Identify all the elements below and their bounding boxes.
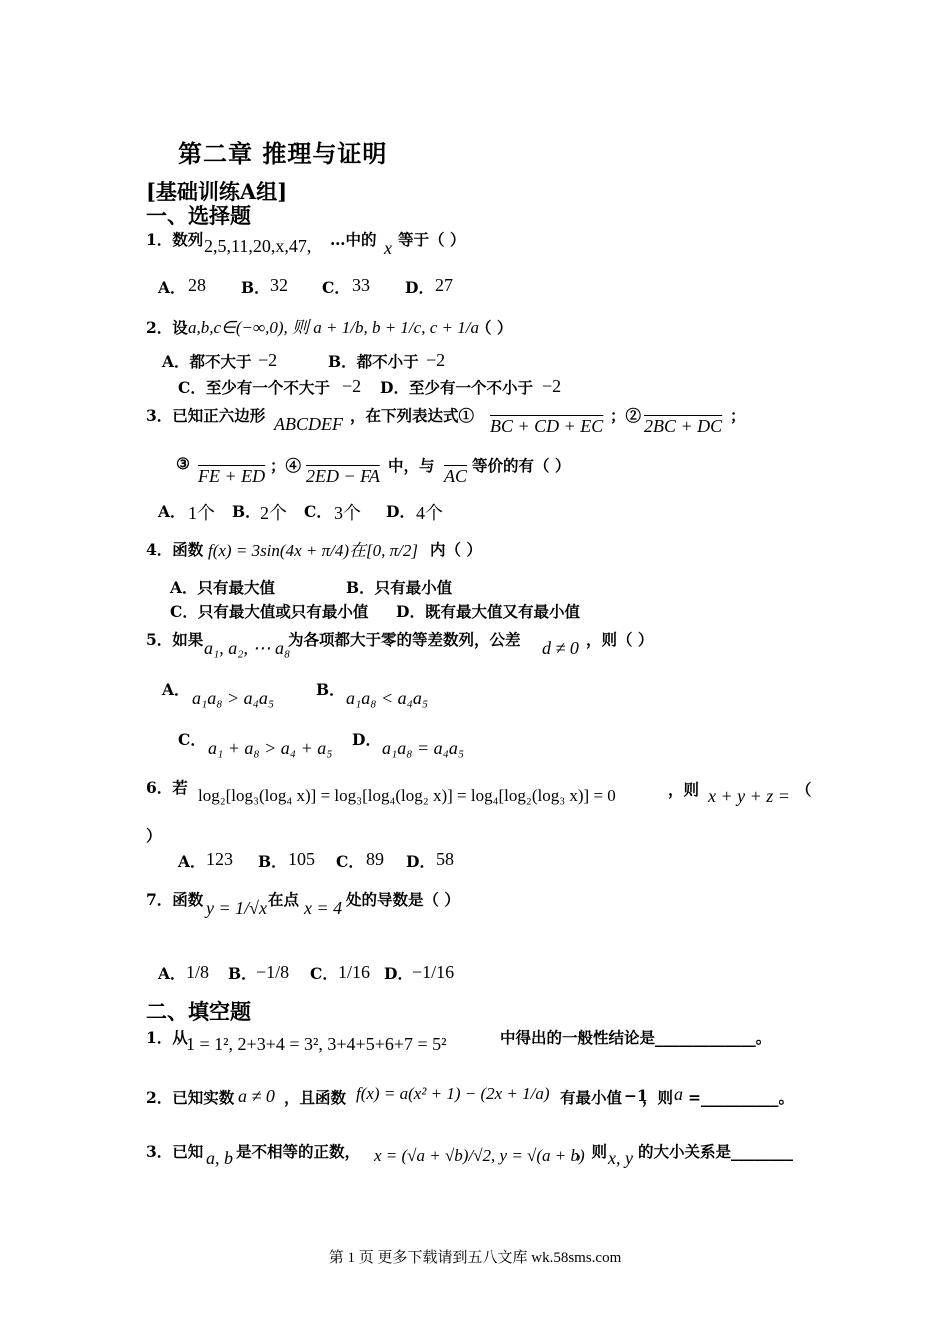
q3-opt-b-label: B． [232,502,261,521]
fill-q3-vars2: x, y [608,1148,633,1168]
q7-opt-c-value: 1/16 [338,962,371,982]
q3-hexagon: ABCDEF [274,414,343,434]
q3-target: $\overline{AC}$ [444,466,468,486]
q3-expr2: 2BC + DC [644,416,723,436]
q5-opt-b-label: B． [316,680,345,699]
q5-opt-b-value: a₁a₈ < a₄a₅ [346,688,429,708]
q1-opt-a-label: A． [158,278,186,297]
q3-expr1: BC + CD + EC [490,416,604,436]
q2-opt-d-value: −2 [542,376,562,396]
q6-close-paren: ） [146,826,162,845]
q1-opt-a-value: 28 [188,275,206,295]
q5-opt-d-value: a₁a₈ = a₄a₅ [382,738,465,758]
q7-mid: 在点 [268,890,300,909]
q1-opt-b-value: 32 [270,275,288,295]
fill-q3-mid: 是不相等的正数， [236,1142,361,1161]
q3-opt-d-label: D． [386,502,415,521]
fill-q2-mid2: 有最小值 [560,1088,623,1107]
q3-line2-tail: 等价的有（ ） [472,456,571,475]
fill-q3-tail: 的大小关系是________ [638,1142,794,1161]
q7-lead: 7．函数 [146,890,204,909]
q6-open-paren: （ [796,780,812,799]
fill-q2-lead: 2．已知实数 [146,1088,235,1107]
q3-end: ； [730,406,746,425]
q3-opt-a-label: A． [158,502,186,521]
fill-q3-lead: 3．已知 [146,1142,204,1161]
q6-mid: ，则 [668,780,700,799]
q4-opt-c: C．只有最大值或只有最小值 [170,602,369,621]
q2-expression: a,b,c∈(−∞,0), 则 a + 1/b, b + 1/c, c + 1/a [188,318,479,337]
fill-q2-var: a [674,1084,683,1104]
q4-opt-d: D．既有最大值又有最小值 [396,602,580,621]
q5-condition: d ≠ 0 [542,638,579,658]
q3-opt-a-value: 1个 [188,503,215,523]
q2-opt-b-label: B．都不小于 [328,352,419,371]
q6-lead: 6．若 [146,778,188,797]
q4-tail: 内（ ） [430,540,482,559]
q1-opt-c-label: C． [322,278,350,297]
q3-line2-lead: ③ [176,454,190,473]
fill-q1-expression: 1 = 1², 2+3+4 = 3², 3+4+5+6+7 = 5² [186,1034,447,1054]
q6-expression: log₂[log₃(log₄ x)] = log₃[log₄(log₂ x)] = log₄[log₂(log₃ x)] = 0 [198,786,616,805]
q7-opt-b-label: B． [228,964,257,983]
q7-point: x = 4 [304,898,343,918]
section-title-fill: 二、填空题 [146,999,251,1024]
fill-q1-tail: 中得出的一般性结论是_____________。 [500,1028,772,1047]
q4-function: f(x) = 3sin(4x + π/4)在[0, π/2] [208,541,418,560]
q6-opt-b-value: 105 [288,849,315,869]
q5-opt-c-label: C． [178,730,206,749]
q4-lead: 4．函数 [146,540,204,559]
q6-opt-c-value: 89 [366,849,384,869]
q2-opt-a-value: −2 [258,350,278,370]
page-title: 第二章 推理与证明 [178,139,388,168]
q7-opt-c-label: C． [310,964,338,983]
q1-opt-c-value: 33 [352,275,370,295]
q1-opt-b-label: B． [241,278,270,297]
q6-opt-d-label: D． [406,852,435,871]
q2-opt-d-label: D．至少有一个不小于 [380,378,533,397]
q3-opt-d-value: 4个 [416,503,443,523]
q3-line2-mid: 中，与 [388,456,435,475]
q3-line1-mid: ，在下列表达式① [350,406,475,425]
fill-q3-expression: x = (√a + √b)/√2, y = √(a + b) [374,1146,585,1165]
fill-q2-condition: a ≠ 0 [238,1086,275,1106]
q4-opt-b: B．只有最小值 [346,578,453,597]
q3-expr4: 2ED − FA [306,466,380,486]
fill-q2-mid: ，且函数 [284,1088,347,1107]
q5-tail: ，则（ ） [586,630,654,649]
q6-target: x + y + z = [708,786,790,806]
fill-q3-vars: a, b [206,1148,233,1168]
q1-mid: …中的 [330,230,377,249]
q6-opt-c-label: C． [336,852,364,871]
q5-opt-a-value: a₁a₈ > a₄a₅ [192,688,275,708]
q1-opt-d-value: 27 [435,275,453,295]
q3-opt-b-value: 2个 [260,503,287,523]
fill-q2-minval: −1 [624,1086,648,1105]
q3-expr3: FE + ED [198,466,266,486]
q1-sequence: 2,5,11,20,x,47, [204,236,312,256]
q2-lead: 2．设 [146,318,188,337]
fill-q3-mid2: ，则 [576,1142,608,1161]
q6-opt-b-label: B． [258,852,287,871]
q7-opt-a-label: A． [158,964,186,983]
page-footer: 第 1 页 更多下载请到五八文库 wk.58sms.com [328,1250,622,1266]
q1-lead: 1．数列 [146,230,204,249]
q3-opt-c-value: 3个 [334,503,361,523]
q6-opt-a-value: 123 [206,849,233,869]
q7-opt-b-value: −1/8 [256,962,290,982]
q5-opt-c-value: a₁ + a₈ > a₄ + a₅ [208,738,333,758]
q2-tail: （ ） [476,318,513,337]
q3-lead: 3．已知正六边形 [146,406,266,425]
q5-opt-d-label: D． [352,730,381,749]
q2-opt-c-label: C．至少有一个不大于 [178,378,330,397]
q7-opt-a-value: 1/8 [186,962,210,982]
q6-opt-d-value: 58 [436,849,454,869]
q7-opt-d-value: −1/16 [412,962,455,982]
q5-opt-a-label: A． [162,680,190,699]
q7-tail: 处的导数是（ ） [346,890,460,909]
q2-opt-a-label: A．都不大于 [162,352,252,371]
fill-q1-lead: 1．从 [146,1028,188,1047]
q3-sep2: ；② [610,406,642,425]
q5-mid: 为各项都大于零的等差数列，公差 [288,630,521,649]
fill-q2-function: f(x) = a(x² + 1) − (2x + 1/a) [356,1084,550,1103]
q3-opt-c-label: C． [304,502,332,521]
q7-opt-d-label: D． [384,964,413,983]
section-title-choice: 一、选择题 [146,203,251,228]
q3-sep4: ；④ [270,456,302,475]
q7-function: y = 1/√x [206,898,268,918]
group-label: [基础训练A组] [146,179,288,204]
q2-opt-c-value: −2 [342,376,362,396]
fill-q2-then: ，则 [642,1088,674,1107]
q5-lead: 5．如果 [146,630,204,649]
q2-opt-b-value: −2 [426,350,446,370]
q1-tail: 等于（ ） [398,230,466,249]
q5-sequence: a₁, a₂, ⋯ a₈ [204,638,291,658]
q6-opt-a-label: A． [178,852,206,871]
fill-q2-tail: =__________。 [688,1088,794,1107]
q1-opt-d-label: D． [405,278,434,297]
q1-var: x [384,238,392,258]
q4-opt-a: A．只有最大值 [170,578,276,597]
